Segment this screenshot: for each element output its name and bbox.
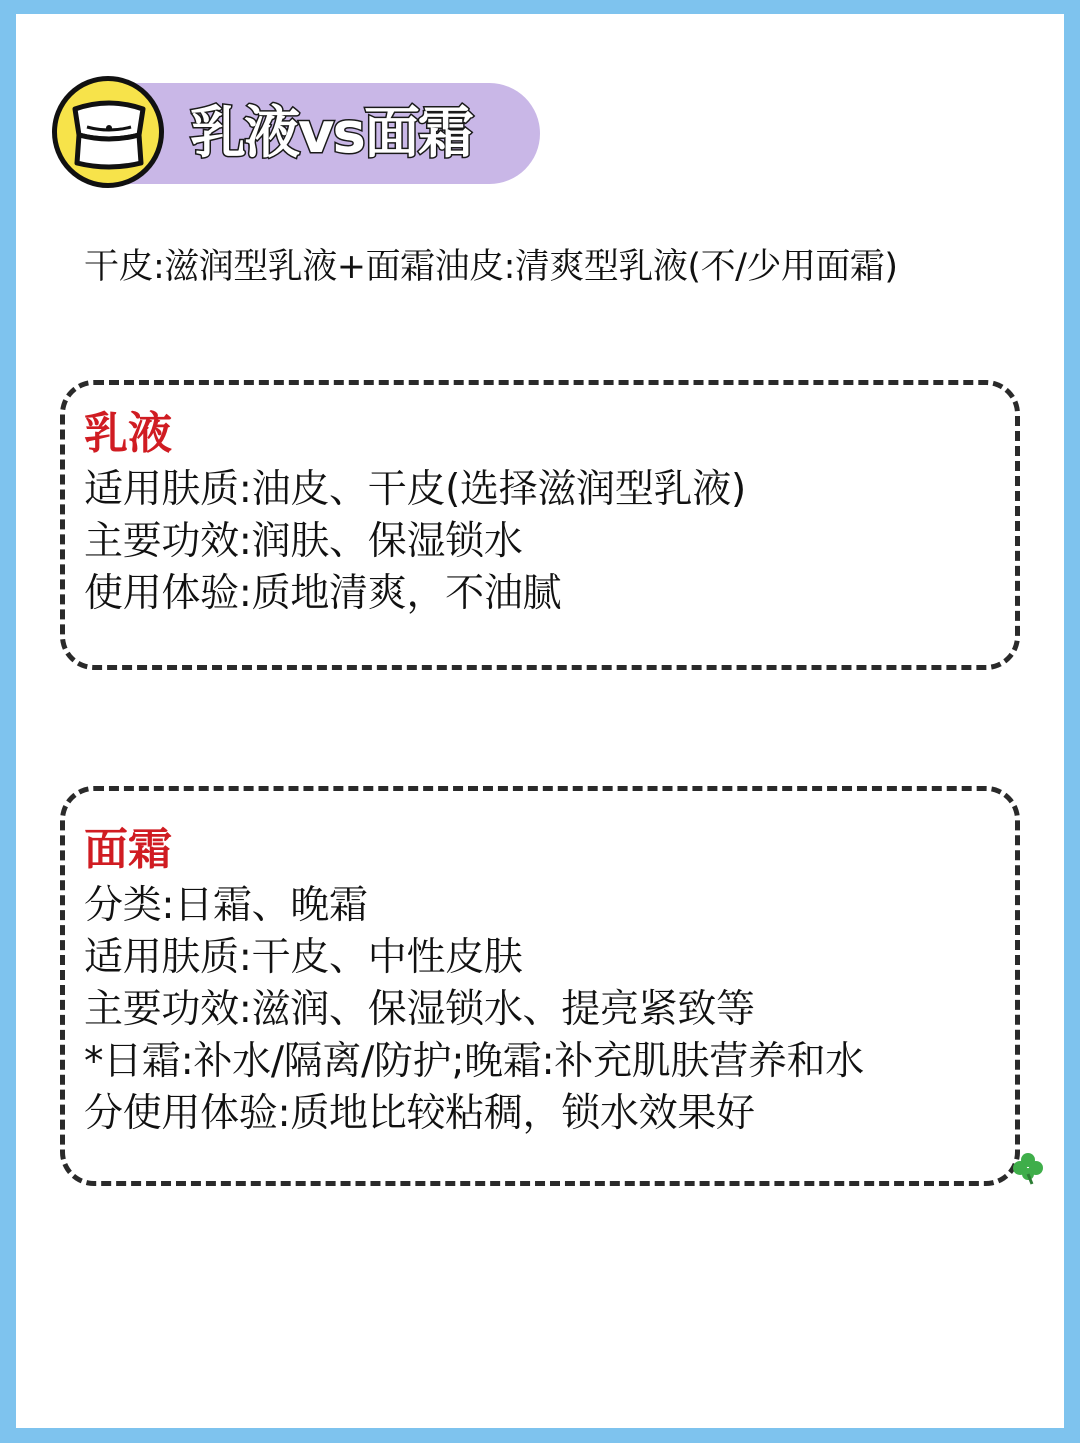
cream-line: 主要功效:滋润、保湿锁水、提亮紧致等	[84, 987, 755, 1032]
cream-line: 分类:日霜、晚霜	[84, 883, 368, 928]
cream-line: *日霜:补水/隔离/防护;晚霜:补充肌肤营养和水	[84, 1039, 864, 1084]
header-icon-badge	[52, 76, 164, 188]
cream-jar-icon	[67, 95, 151, 173]
lotion-line: 主要功效:润肤、保湿锁水	[84, 519, 523, 564]
cream-title: 面霜	[84, 824, 172, 875]
page-title: 乳液vs面霜	[190, 101, 472, 166]
content-card	[16, 14, 1064, 1428]
cream-line: 分使用体验:质地比较粘稠，锁水效果好	[84, 1091, 755, 1136]
lotion-line: 适用肤质:油皮、干皮(选择滋润型乳液)	[84, 467, 746, 512]
clover-icon	[1010, 1150, 1046, 1186]
summary-text: 干皮:滋润型乳液+面霜油皮:清爽型乳液(不/少用面霜)	[84, 247, 898, 287]
cream-line: 适用肤质:干皮、中性皮肤	[84, 935, 523, 980]
lotion-title: 乳液	[84, 408, 172, 459]
lotion-line: 使用体验:质地清爽，不油腻	[84, 571, 562, 616]
